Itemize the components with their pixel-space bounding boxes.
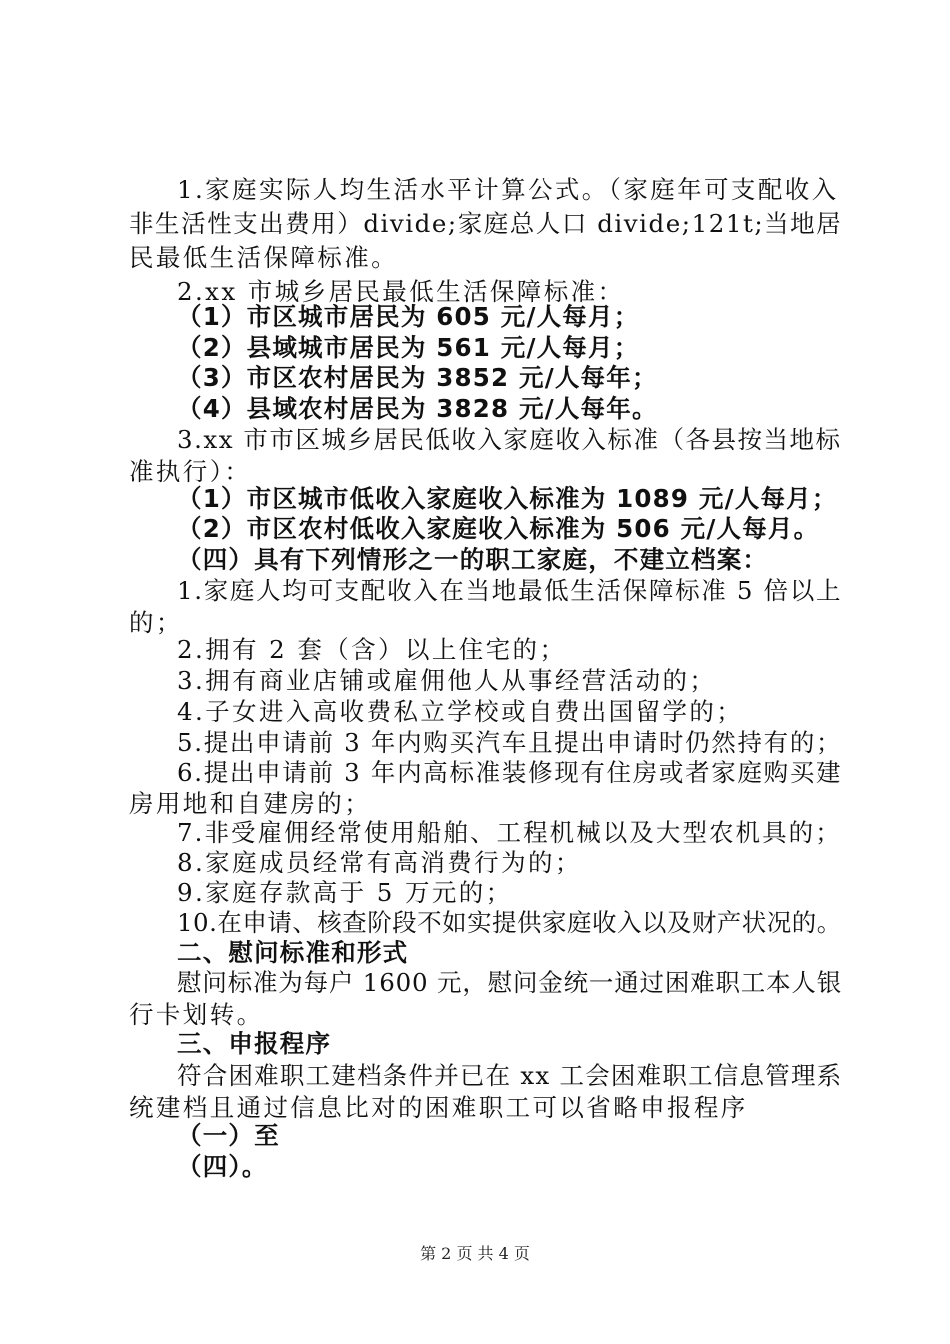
list-item: 10.在申请、核查阶段不如实提供家庭收入以及财产状况的。 (177, 908, 842, 937)
list-item: （1）市区城市居民为 605 元/人每月； (177, 302, 640, 331)
paragraph-line: 民最低生活保障标准。 (129, 243, 398, 272)
paragraph-line: （四）。 (177, 1152, 268, 1181)
list-item: （2）市区农村低收入家庭收入标准为 506 元/人每月。 (177, 514, 820, 543)
paragraph-line: 2.xx 市城乡居民最低生活保障标准： (177, 277, 625, 306)
list-item: （2）县域城市居民为 561 元/人每月； (177, 333, 640, 362)
section-heading: 三、申报程序 (177, 1029, 332, 1058)
section-heading: （四）具有下列情形之一的职工家庭，不建立档案： (177, 545, 769, 574)
list-item: 5.提出申请前 3 年内购买汽车且提出申请时仍然持有的； (177, 728, 843, 757)
list-item: 9.家庭存款高于 5 万元的； (177, 878, 513, 907)
paragraph-line: （一）至 (177, 1121, 280, 1150)
paragraph-line: 准执行）： (129, 457, 252, 486)
paragraph-line: 统建档且通过信息比对的困难职工可以省略申报程序 (129, 1093, 748, 1122)
list-item: 4.子女进入高收费私立学校或自费出国留学的； (177, 697, 744, 726)
list-item: 1.家庭人均可支配收入在当地最低生活保障标准 5 倍以上 (177, 576, 843, 605)
list-item: 6.提出申请前 3 年内高标准装修现有住房或者家庭购买建 (177, 758, 843, 787)
paragraph-line: 行卡划转。 (129, 1000, 264, 1029)
list-item-continuation: 的； (129, 608, 183, 637)
section-heading: 二、慰问标准和形式 (177, 938, 409, 967)
list-item: （4）县域农村居民为 3828 元/人每年。 (177, 394, 658, 423)
paragraph-line: 非生活性支出费用）divide;家庭总人口 divide;121t;当地居 (129, 209, 843, 238)
list-item-continuation: 房用地和自建房的； (129, 789, 372, 818)
paragraph-line: 符合困难职工建档条件并已在 xx 工会困难职工信息管理系 (177, 1061, 843, 1090)
list-item: （3）市区农村居民为 3852 元/人每年； (177, 363, 658, 392)
paragraph-line: 3.xx 市市区城乡居民低收入家庭收入标准（各县按当地标 (177, 425, 842, 454)
list-item: （1）市区城市低收入家庭收入标准为 1089 元/人每月； (177, 484, 838, 513)
list-item: 2.拥有 2 套（含）以上住宅的； (177, 635, 567, 664)
list-item: 7.非受雇佣经常使用船舶、工程机械以及大型农机具的； (177, 818, 842, 847)
list-item: 8.家庭成员经常有高消费行为的； (177, 848, 582, 877)
list-item: 3.拥有商业店铺或雇佣他人从事经营活动的； (177, 666, 717, 695)
paragraph-line: 慰问标准为每户 1600 元，慰问金统一通过困难职工本人银 (177, 968, 843, 997)
page-number-footer: 第 2 页 共 4 页 (420, 1244, 530, 1263)
paragraph-line: 1.家庭实际人均生活水平计算公式。（家庭年可支配收入 (177, 175, 839, 204)
